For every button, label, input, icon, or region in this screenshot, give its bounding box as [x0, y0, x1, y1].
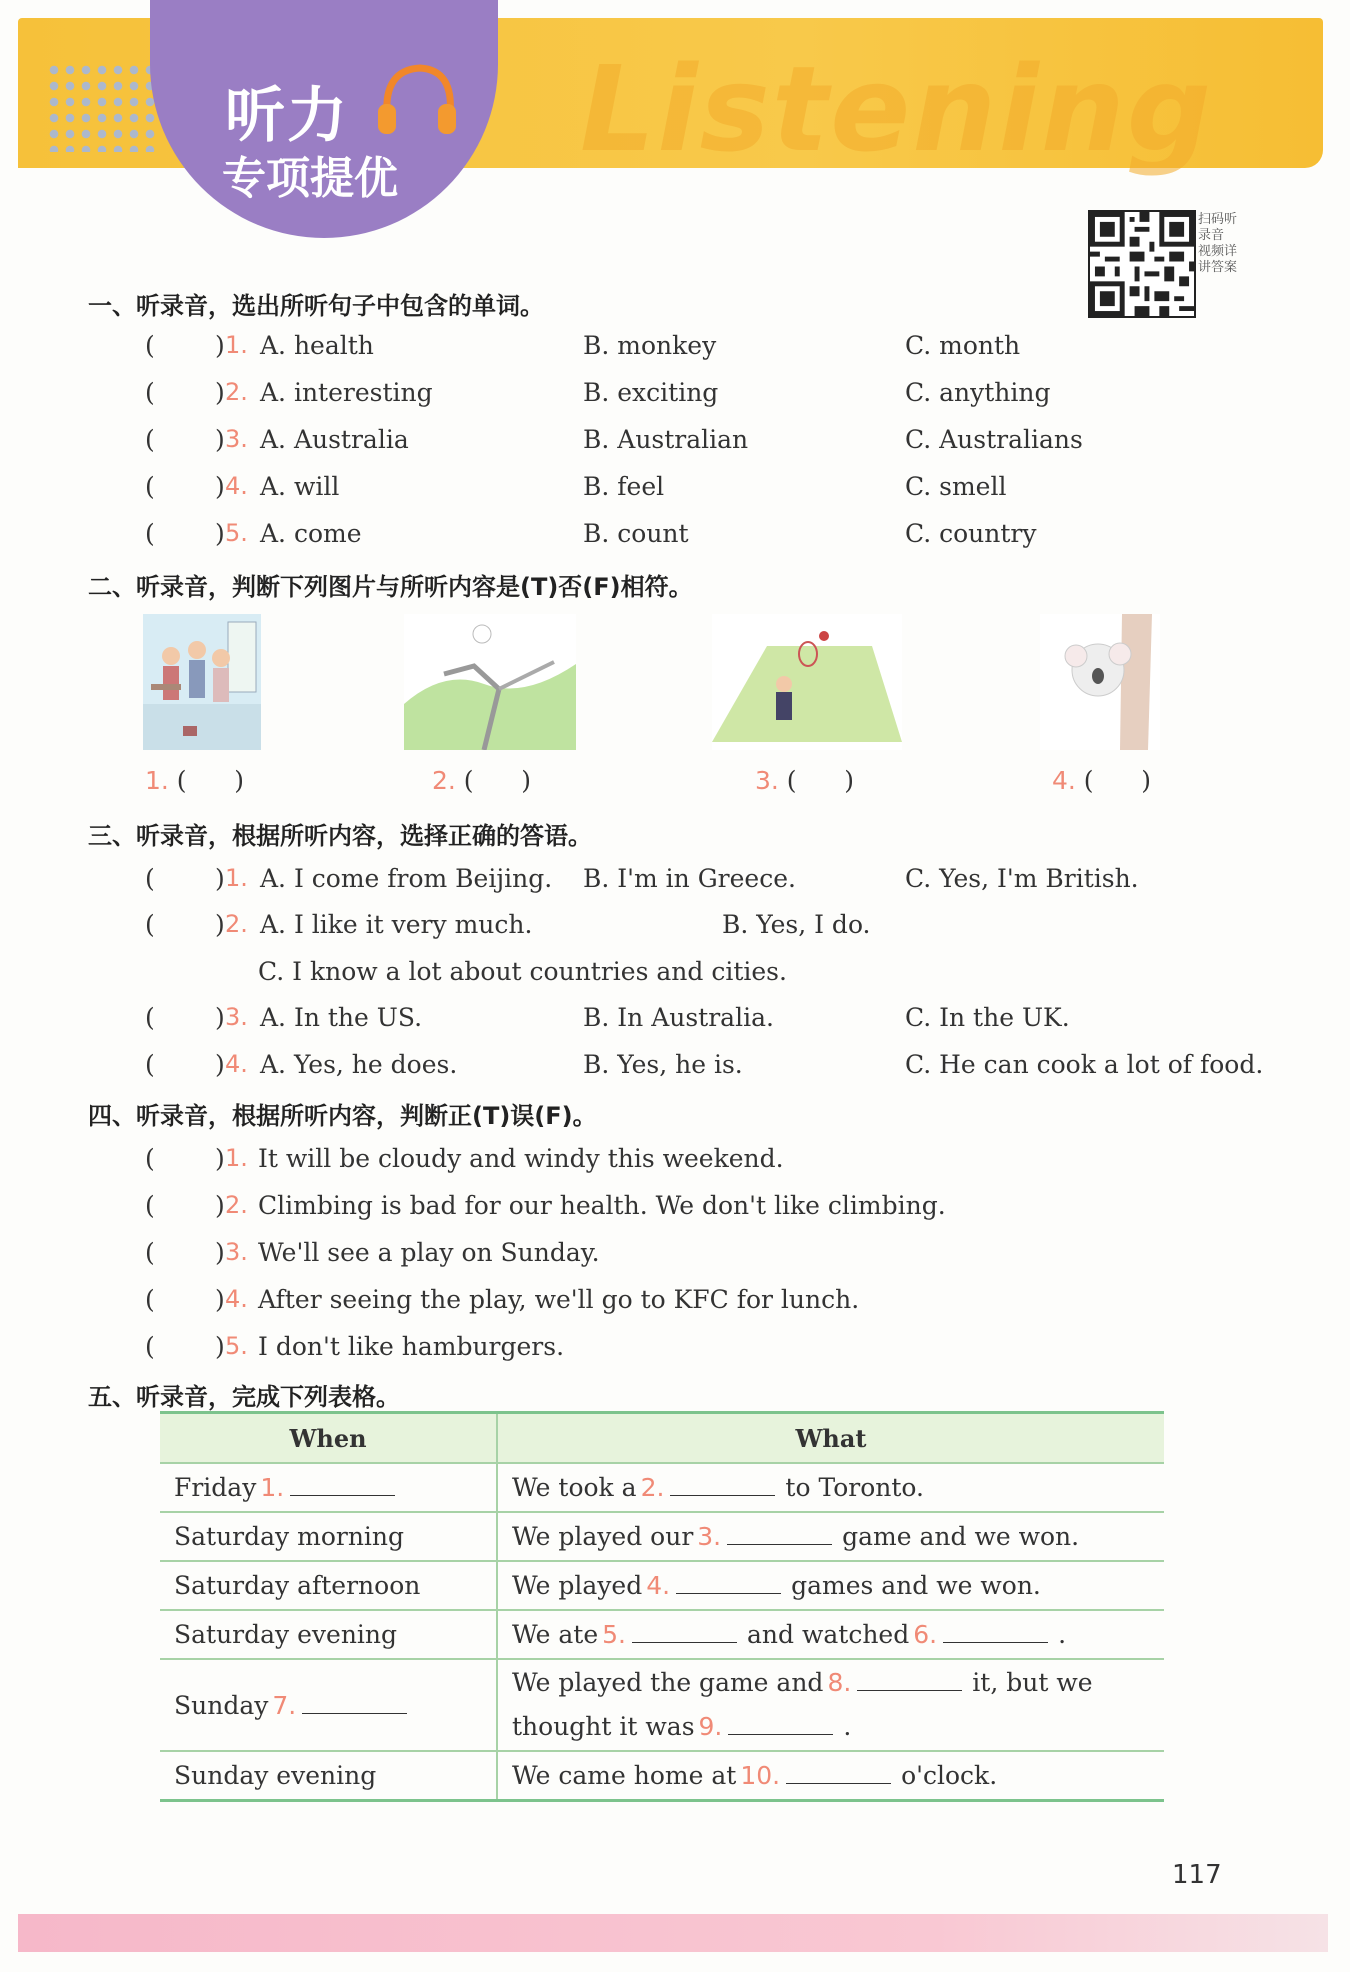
- statement-text: We'll see a play on Sunday.: [258, 1238, 600, 1267]
- table-row: [160, 1610, 1164, 1659]
- what-text: We came home at: [512, 1761, 737, 1790]
- blank-number: 3.: [697, 1522, 722, 1551]
- option-b: B. count: [583, 519, 689, 548]
- answer-bracket[interactable]: (: [145, 378, 155, 407]
- answer-bracket-close: ): [215, 1238, 225, 1267]
- answer-bracket[interactable]: (: [145, 472, 155, 501]
- answer-bracket[interactable]: (: [145, 1238, 155, 1267]
- what-text: We played the game and: [512, 1668, 824, 1697]
- what-text: We took a: [512, 1473, 637, 1502]
- answer-bracket[interactable]: (: [145, 1285, 155, 1314]
- what-text: We played: [512, 1571, 643, 1600]
- answer-bracket[interactable]: (: [145, 1332, 155, 1361]
- option-c: C. country: [905, 519, 1037, 548]
- when-cell: [160, 1463, 497, 1512]
- when-cell: [160, 1751, 497, 1801]
- picture-number: 4.: [1052, 766, 1076, 795]
- what-cell: [497, 1561, 1164, 1610]
- answer-bracket[interactable]: (: [145, 910, 155, 939]
- answer-blank[interactable]: [728, 1714, 833, 1735]
- option-a: A. In the US.: [260, 1003, 423, 1032]
- answer-bracket-close: ): [215, 864, 225, 893]
- answer-bracket-close: ): [215, 910, 225, 939]
- answer-bracket[interactable]: (: [145, 864, 155, 893]
- question-number: 3.: [225, 1238, 248, 1266]
- great-wall-picture: [404, 614, 576, 750]
- what-cell: [497, 1751, 1164, 1801]
- table-header-when: When: [160, 1413, 497, 1464]
- table-row: [160, 1659, 1164, 1751]
- headphones-icon: [372, 60, 462, 140]
- judge-row: [0, 1144, 1350, 1184]
- what-text: We ate: [512, 1620, 599, 1649]
- blank-number: 5.: [602, 1620, 627, 1649]
- blank-number: 9.: [698, 1712, 723, 1741]
- option-b: B. In Australia.: [583, 1003, 774, 1032]
- question-number: 5.: [225, 519, 248, 547]
- choice-row: [0, 864, 1350, 904]
- statement-text: Climbing is bad for our health. We don't like climbing.: [258, 1191, 946, 1220]
- answer-bracket[interactable]: (: [145, 519, 155, 548]
- blank-number: 8.: [827, 1668, 852, 1697]
- what-text: o'clock.: [901, 1761, 998, 1790]
- what-text: We played our: [512, 1522, 694, 1551]
- option-c: C. I know a lot about countries and cities.: [258, 957, 787, 986]
- answer-bracket-close: ): [215, 1144, 225, 1173]
- what-text: it, but we thought it was: [512, 1668, 1093, 1741]
- option-a: A. Australia: [260, 425, 409, 454]
- blank-number: 2.: [640, 1473, 665, 1502]
- judge-row: [0, 1238, 1350, 1278]
- choice-row: [0, 472, 1350, 512]
- choice-row: [0, 378, 1350, 418]
- answer-blank[interactable]: [670, 1475, 775, 1496]
- option-c: C. anything: [905, 378, 1051, 407]
- question-number: 1.: [225, 331, 248, 359]
- question-number: 2.: [225, 1191, 248, 1219]
- table-row: [160, 1512, 1164, 1561]
- option-b: B. Yes, he is.: [583, 1050, 743, 1079]
- qr-note: 扫码听录音 视频详讲答案: [1198, 212, 1238, 275]
- blank-number: 1.: [260, 1473, 285, 1502]
- answer-bracket[interactable]: (: [145, 1191, 155, 1220]
- answer-bracket-close: ): [215, 1003, 225, 1032]
- choice-row: [0, 331, 1350, 371]
- when-text: Saturday afternoon: [174, 1571, 421, 1600]
- footer-band: [18, 1914, 1328, 1952]
- what-text: to Toronto.: [785, 1473, 924, 1502]
- option-a: A. will: [260, 472, 340, 501]
- option-a: A. Yes, he does.: [260, 1050, 458, 1079]
- what-cell: [497, 1610, 1164, 1659]
- choice-row: [0, 1003, 1350, 1043]
- picture-answer-4[interactable]: 4. ( ): [1052, 766, 1151, 795]
- option-c: C. He can cook a lot of food.: [905, 1050, 1264, 1079]
- koala-picture: [1040, 614, 1160, 750]
- question-number: 2.: [225, 378, 248, 406]
- table-header-what: What: [497, 1413, 1164, 1464]
- question-number: 1.: [225, 864, 248, 892]
- option-a: A. come: [260, 519, 362, 548]
- table-row: [160, 1463, 1164, 1512]
- qr-code-icon[interactable]: [1088, 210, 1196, 318]
- answer-bracket-close: ): [215, 425, 225, 454]
- when-cell: [160, 1659, 497, 1751]
- choice-row: [0, 519, 1350, 559]
- option-c: C. smell: [905, 472, 1007, 501]
- answer-table: [160, 1411, 1164, 1802]
- picture-number: 1.: [145, 766, 169, 795]
- question-number: 2.: [225, 910, 248, 938]
- what-text: .: [843, 1712, 852, 1741]
- answer-bracket[interactable]: (: [145, 331, 155, 360]
- choice-row: [0, 1050, 1350, 1090]
- section5-title: 五、听录音，完成下列表格。: [88, 1383, 400, 1411]
- question-number: 4.: [225, 1050, 248, 1078]
- picture-answer-3[interactable]: 3. ( ): [755, 766, 854, 795]
- answer-blank[interactable]: [290, 1475, 395, 1496]
- answer-bracket[interactable]: (: [145, 1050, 155, 1079]
- question-number: 3.: [225, 1003, 248, 1031]
- answer-bracket-close: ): [215, 472, 225, 501]
- blank-number: 4.: [646, 1571, 671, 1600]
- answer-bracket-close: ): [215, 1332, 225, 1361]
- answer-blank[interactable]: [632, 1622, 737, 1643]
- answer-bracket-close: ): [215, 1050, 225, 1079]
- when-text: Saturday morning: [174, 1522, 405, 1551]
- judge-row: [0, 1285, 1350, 1325]
- option-a: A. interesting: [260, 378, 433, 407]
- option-b: B. feel: [583, 472, 665, 501]
- table-row: [160, 1561, 1164, 1610]
- blank-number: 7.: [272, 1690, 297, 1720]
- picture-number: 3.: [755, 766, 779, 795]
- answer-bracket-close: ): [215, 519, 225, 548]
- option-a: A. I like it very much.: [260, 910, 533, 939]
- question-number: 4.: [225, 1285, 248, 1313]
- title-line2: 专项提优: [222, 153, 398, 204]
- answer-bracket-close: ): [215, 378, 225, 407]
- option-c: C. Yes, I'm British.: [905, 864, 1139, 893]
- answer-blank[interactable]: [676, 1573, 781, 1594]
- when-text: Sunday: [174, 1690, 269, 1720]
- option-c: C. month: [905, 331, 1021, 360]
- section1-title: 一、听录音，选出所听句子中包含的单词。: [88, 292, 544, 320]
- choice-row: [0, 425, 1350, 465]
- what-text: .: [1058, 1620, 1067, 1649]
- option-b: B. Australian: [583, 425, 749, 454]
- when-text: Friday: [174, 1473, 257, 1502]
- option-a: A. I come from Beijing.: [260, 864, 553, 893]
- question-number: 5.: [225, 1332, 248, 1360]
- page-number: 117: [1172, 1860, 1222, 1890]
- answer-bracket[interactable]: (: [145, 1003, 155, 1032]
- option-b: B. exciting: [583, 378, 719, 407]
- what-text: games and we won.: [791, 1571, 1041, 1600]
- statement-text: After seeing the play, we'll go to KFC for lunch.: [258, 1285, 860, 1314]
- blank-number: 10.: [740, 1761, 781, 1790]
- blank-number: 6.: [913, 1620, 938, 1649]
- answer-blank[interactable]: [857, 1670, 962, 1691]
- option-b: B. Yes, I do.: [722, 910, 871, 939]
- picture-number: 2.: [432, 766, 456, 795]
- table-row: [160, 1751, 1164, 1801]
- what-cell: [497, 1463, 1164, 1512]
- listening-watermark: Listening: [580, 40, 1214, 178]
- children-classroom-picture: [143, 614, 261, 750]
- judge-row: [0, 1191, 1350, 1231]
- when-cell: [160, 1512, 497, 1561]
- when-text: Saturday evening: [174, 1620, 398, 1649]
- section2-title: 二、听录音，判断下列图片与所听内容是(T)否(F)相符。: [88, 573, 693, 601]
- answer-blank[interactable]: [727, 1524, 832, 1545]
- when-cell: [160, 1561, 497, 1610]
- section3-title: 三、听录音，根据所听内容，选择正确的答语。: [88, 822, 592, 850]
- when-cell: [160, 1610, 497, 1659]
- what-text: game and we won.: [842, 1522, 1080, 1551]
- answer-bracket[interactable]: (: [145, 1144, 155, 1173]
- what-cell: [497, 1659, 1164, 1751]
- section4-title: 四、听录音，根据所听内容，判断正(T)误(F)。: [88, 1102, 597, 1130]
- option-c: C. In the UK.: [905, 1003, 1070, 1032]
- answer-blank[interactable]: [786, 1763, 891, 1784]
- answer-bracket[interactable]: (: [145, 425, 155, 454]
- option-c: C. Australians: [905, 425, 1083, 454]
- option-b: B. I'm in Greece.: [583, 864, 796, 893]
- answer-bracket-close: ): [215, 1285, 225, 1314]
- picture-answer-2[interactable]: 2. ( ): [432, 766, 531, 795]
- choice-row: [0, 910, 1350, 986]
- answer-bracket-close: ): [215, 331, 225, 360]
- question-number: 4.: [225, 472, 248, 500]
- answer-blank[interactable]: [302, 1693, 407, 1714]
- answer-bracket-close: ): [215, 1191, 225, 1220]
- question-number: 3.: [225, 425, 248, 453]
- option-a: A. health: [260, 331, 374, 360]
- badminton-picture: [712, 614, 902, 750]
- picture-answer-1[interactable]: 1. ( ): [145, 766, 244, 795]
- what-cell: [497, 1512, 1164, 1561]
- judge-row: [0, 1332, 1350, 1372]
- when-text: Sunday evening: [174, 1761, 377, 1790]
- statement-text: It will be cloudy and windy this weekend.: [258, 1144, 784, 1173]
- question-number: 1.: [225, 1144, 248, 1172]
- option-b: B. monkey: [583, 331, 717, 360]
- title-line1: 听力: [225, 81, 349, 151]
- statement-text: I don't like hamburgers.: [258, 1332, 565, 1361]
- what-text: and watched: [747, 1620, 910, 1649]
- dot-pattern: [46, 62, 156, 152]
- answer-blank[interactable]: [943, 1622, 1048, 1643]
